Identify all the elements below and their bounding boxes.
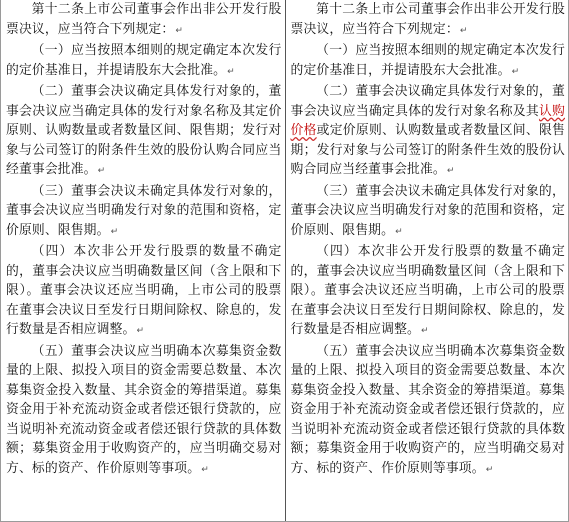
revision-highlight: 认购价格 [290, 103, 565, 138]
right-paragraph-2: （一）应当按照本细则的规定确定本次发行的定价基准日，并提请股东大会批准。 ↵ [291, 41, 566, 82]
left-paragraph-4: （三）董事会决议未确定具体发行对象的，董事会决议应当明确发行对象的范围和资格，定价原则、限售期。 ↵ [6, 182, 282, 243]
left-paragraph-2: （一）应当按照本细则的规定确定本次发行的定价基准日，并提请股东大会批准。 ↵ [6, 41, 282, 82]
left-paragraph-1: 第十二条上市公司董事会作出非公开发行股票决议，应当符合下列规定： ↵ [6, 0, 282, 41]
right-paragraph-5: （四）本次非公开发行股票的数量不确定的，董事会决议应当明确数量区间（含上限和下限）。董事会决议还应当明确，上市公司的股票在董事会决议日至发行日期间除权、除息的，发行数量是否相应调整。 ↵ [291, 242, 566, 342]
right-paragraph-3 [291, 82, 566, 182]
right-paragraph-6: （五）董事会决议应当明确本次募集资金数量的上限、拟投入项目的资金需要总数量、本次募集资金投入数量、其余资金的筹措渠道。募集资金用于补充流动资金或者偿还银行贷款的，应当说明补充流动资金或者偿还银行贷款的具体数额；募集资金用于收购资产的，应当明确交易对方、标的资产、作价原则等事项。 ↵ [291, 342, 566, 481]
right-paragraph-1: 第十二条上市公司董事会作出非公开发行股票决议，应当符合下列规定： ↵ [291, 0, 566, 41]
right-column [285, 0, 569, 521]
right-paragraph-3-before: （二）董事会决议确定具体发行对象的，董事会决议应当确定具体的发行对象名称及其 [290, 84, 565, 119]
left-paragraph-5: （四）本次非公开发行股票的数量不确定的，董事会决议应当明确数量区间（含上限和下限）。董事会决议还应当明确，上市公司的股票在董事会决议日至发行日期间除权、除息的，发行数量是否相应调整。 ↵ [6, 242, 282, 342]
left-paragraph-3: （二）董事会决议确定具体发行对象的，董事会决议应当确定具体的发行对象名称及其定价原则、认购数量或者数量区间、限售期；发行对象与公司签订的附条件生效的股份认购合同应当经董事会批准。 ↵ [6, 82, 282, 182]
right-paragraph-4: （三）董事会决议未确定具体发行对象的，董事会决议应当明确发行对象的范围和资格，定价原则、限售期。 ↵ [291, 182, 566, 243]
left-paragraph-6: （五）董事会决议应当明确本次募集资金数量的上限、拟投入项目的资金需要总数量、本次募集资金投入数量、其余资金的筹措渠道。募集资金用于补充流动资金或者偿还银行贷款的，应当说明补充流动资金或者偿还银行贷款的具体数额；募集资金用于收购资产的，应当明确交易对方、标的资产、作价原则等事项。 ↵ [6, 342, 282, 481]
left-column [1, 0, 285, 521]
right-paragraph-3-after: 或定价原则、认购数量或者数量区间、限售期；发行对象与公司签订的附条件生效的股份认购合同应当经董事会批准。 [290, 123, 565, 177]
